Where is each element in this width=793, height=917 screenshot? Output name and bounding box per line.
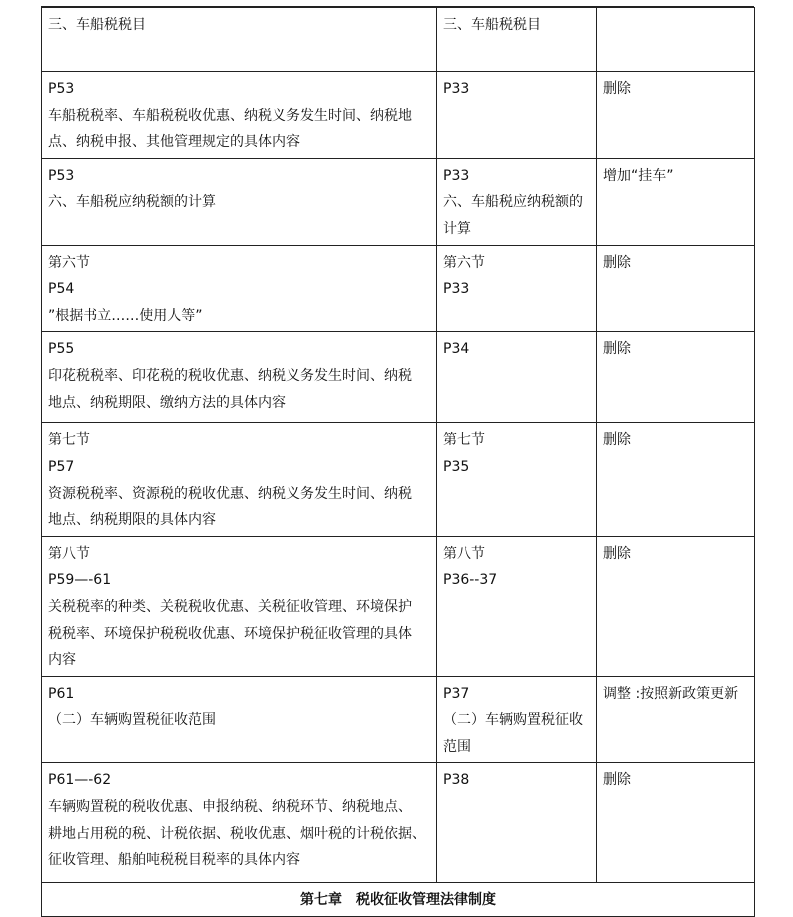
cell-line: 第八节 — [443, 545, 485, 562]
note-cell — [597, 763, 755, 883]
cell-line: P33 — [443, 281, 470, 298]
chapter-heading-cell — [42, 883, 755, 917]
note-cell — [597, 8, 755, 72]
table-row — [42, 72, 755, 159]
cell-line: 地点、纳税期限、缴纳方法的具体内容 — [48, 394, 286, 411]
revised-cell — [437, 332, 597, 423]
cell-line: 耕地占用税的税、计税依据、税收优惠、烟叶税的计税依据、 — [48, 825, 426, 842]
cell-line: 六、车船税应纳税额的 — [443, 194, 583, 211]
cell-line: 关税税率的种类、关税税收优惠、关税征收管理、环境保护 — [48, 598, 412, 615]
cell-line: P53 — [48, 81, 75, 97]
cell-line: 删除 — [603, 254, 631, 271]
table-row — [42, 676, 755, 763]
table-row — [42, 763, 755, 883]
cell-line: 删除 — [603, 545, 631, 562]
cell-line: P33 — [443, 81, 470, 97]
original-cell — [42, 158, 437, 245]
note-cell — [597, 676, 755, 763]
cell-line: 删除 — [603, 772, 631, 789]
revised-cell — [437, 763, 597, 883]
revised-cell — [437, 676, 597, 763]
cell-line: 车辆购置税的税收优惠、申报纳税、纳税环节、纳税地点、 — [48, 799, 412, 816]
note-cell — [597, 423, 755, 536]
note-cell — [597, 245, 755, 332]
original-cell — [42, 763, 437, 883]
cell-line: 内容 — [48, 652, 76, 669]
cell-line: 范围 — [443, 738, 471, 755]
cell-line: 三、车船税税目 — [443, 17, 541, 33]
cell-line: P54 — [48, 281, 75, 298]
chapter-heading-row — [42, 883, 755, 917]
cell-line: 删除 — [603, 432, 631, 449]
revised-cell — [437, 536, 597, 676]
cell-line: 点、纳税申报、其他管理规定的具体内容 — [48, 134, 300, 151]
cell-line: 计算 — [443, 220, 471, 237]
cell-line: P33 — [443, 167, 470, 184]
original-cell — [42, 72, 437, 159]
original-cell — [42, 8, 437, 72]
table-body — [42, 8, 755, 917]
cell-line: 调整 :按照新政策更新 — [603, 685, 739, 702]
cell-line: P35 — [443, 458, 470, 475]
original-cell — [42, 536, 437, 676]
cell-line: P34 — [443, 341, 470, 358]
cell-line: ”根据书立……使用人等” — [48, 307, 203, 324]
cell-line: 第七节 — [443, 432, 485, 449]
cell-line: 第八节 — [48, 545, 90, 562]
note-cell — [597, 332, 755, 423]
original-cell — [42, 676, 437, 763]
chapter-heading: 第七章 税收征收管理法律制度 — [300, 892, 496, 909]
table-row — [42, 158, 755, 245]
revised-cell — [437, 158, 597, 245]
original-cell — [42, 332, 437, 423]
cell-line: 征收管理、船舶吨税税目税率的具体内容 — [48, 852, 300, 869]
cell-line: 删除 — [603, 81, 631, 97]
cell-line: 印花税税率、印花税的税收优惠、纳税义务发生时间、纳税 — [48, 367, 412, 384]
cell-line: P38 — [443, 772, 470, 789]
cell-line: P57 — [48, 458, 75, 475]
revised-cell — [437, 245, 597, 332]
cell-line: P61—-62 — [48, 772, 112, 789]
note-cell — [597, 72, 755, 159]
cell-line: 第七节 — [48, 432, 90, 449]
original-cell — [42, 423, 437, 536]
note-cell — [597, 158, 755, 245]
cell-line: 三、车船税税目 — [48, 17, 146, 33]
cell-line: 车船税税率、车船税税收优惠、纳税义务发生时间、纳税地 — [48, 107, 412, 124]
cell-line: 增加“挂车” — [603, 167, 674, 184]
cell-line: （二）车辆购置税征收范围 — [48, 712, 216, 729]
cell-line: P37 — [443, 685, 470, 702]
table-row — [42, 8, 755, 72]
cell-line: 第六节 — [48, 254, 90, 271]
cell-line: P61 — [48, 685, 75, 702]
cell-line: 删除 — [603, 341, 631, 358]
cell-line: 六、车船税应纳税额的计算 — [48, 194, 216, 211]
cell-line: P53 — [48, 167, 75, 184]
note-cell — [597, 536, 755, 676]
revised-cell — [437, 423, 597, 536]
revised-cell — [437, 8, 597, 72]
cell-line: 资源税税率、资源税的税收优惠、纳税义务发生时间、纳税 — [48, 485, 412, 502]
cell-line: P55 — [48, 341, 75, 358]
cell-line: P36--37 — [443, 572, 498, 589]
table-row — [42, 245, 755, 332]
revision-table — [41, 7, 755, 917]
cell-line: 地点、纳税期限的具体内容 — [48, 512, 216, 529]
cell-line: 税税率、环境保护税税收优惠、环境保护税征收管理的具体 — [48, 625, 412, 642]
table-row — [42, 423, 755, 536]
cell-line: （二）车辆购置税征收 — [443, 712, 583, 729]
cell-line: P59—-61 — [48, 572, 112, 589]
revised-cell — [437, 72, 597, 159]
table-row — [42, 332, 755, 423]
original-cell — [42, 245, 437, 332]
cell-line: 第六节 — [443, 254, 485, 271]
table-row — [42, 536, 755, 676]
